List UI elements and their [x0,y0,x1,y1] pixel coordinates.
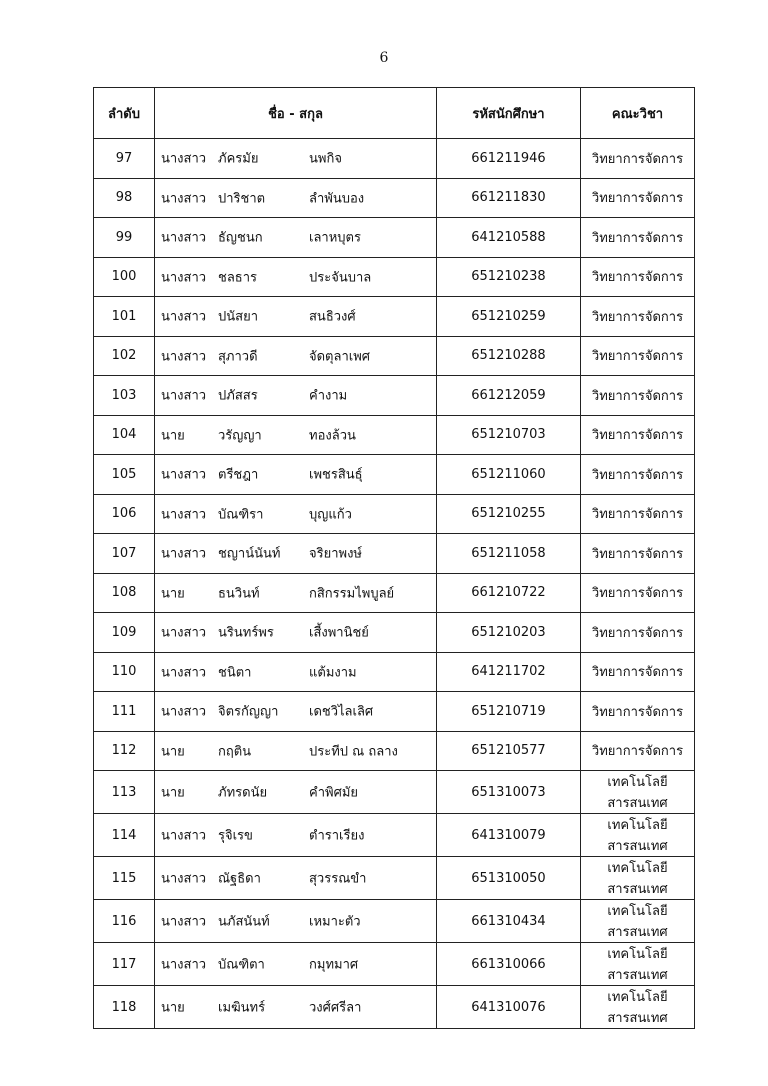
row-seq: 103 [94,376,155,416]
table-row [94,336,695,376]
row-faculty: วิทยาการจัดการ [581,415,695,455]
row-faculty: วิทยาการจัดการ [581,376,695,416]
first-name: บัณฑิตา [218,957,265,973]
first-name: ชลธาร [218,270,258,286]
last-name: เสี้งพานิชย์ [309,625,369,641]
name-prefix: นาย [161,1000,185,1016]
first-name: รุจิเรข [218,828,253,844]
first-name: นรินทร์พร [218,625,274,641]
last-name: กมุทมาศ [309,957,359,973]
row-name-cell [155,731,437,771]
row-faculty: วิทยาการจัดการ [581,573,695,613]
name-prefix: นางสาว [161,957,207,973]
header-student-id: รหัสนักศึกษา [437,88,581,139]
row-seq: 97 [94,139,155,179]
row-seq: 101 [94,297,155,337]
row-seq: 106 [94,494,155,534]
row-student-id: 661212059 [437,376,581,416]
row-student-id: 651210203 [437,613,581,653]
row-faculty: วิทยาการจัดการ [581,494,695,534]
last-name: เลาหบุตร [309,230,361,246]
header-faculty: คณะวิชา [581,88,695,139]
row-student-id: 651210719 [437,692,581,732]
row-faculty: วิทยาการจัดการ [581,731,695,771]
row-seq: 105 [94,455,155,495]
row-faculty: วิทยาการจัดการ [581,336,695,376]
table-row [94,297,695,337]
row-seq: 111 [94,692,155,732]
row-faculty: วิทยาการจัดการ [581,178,695,218]
row-student-id: 641310076 [437,986,581,1029]
row-faculty: วิทยาการจัดการ [581,652,695,692]
row-seq: 108 [94,573,155,613]
row-faculty: วิทยาการจัดการ [581,455,695,495]
first-name: ภัทรดนัย [218,785,268,801]
row-name-cell [155,415,437,455]
row-name-cell [155,494,437,534]
row-student-id: 661310434 [437,900,581,943]
row-faculty: เทคโนโลยีสารสนเทศ [581,943,695,986]
row-name-cell [155,692,437,732]
name-prefix: นางสาว [161,230,207,246]
row-name-cell [155,814,437,857]
name-prefix: นางสาว [161,467,207,483]
row-student-id: 651210703 [437,415,581,455]
last-name: กสิกรรมไพบูลย์ [309,586,395,602]
first-name: ชนิตา [218,665,252,681]
last-name: คำพิศมัย [309,785,359,801]
first-name: ปภัสสร [218,388,258,404]
last-name: จริยาพงษ์ [309,546,363,562]
row-seq: 115 [94,857,155,900]
row-student-id: 651210288 [437,336,581,376]
table-row [94,455,695,495]
row-student-id: 651211058 [437,534,581,574]
row-faculty: วิทยาการจัดการ [581,613,695,653]
row-seq: 98 [94,178,155,218]
row-seq: 114 [94,814,155,857]
row-student-id: 651210238 [437,257,581,297]
row-student-id: 651210577 [437,731,581,771]
row-student-id: 641210588 [437,218,581,258]
row-faculty: เทคโนโลยีสารสนเทศ [581,814,695,857]
table-row [94,857,695,900]
name-prefix: นางสาว [161,270,207,286]
first-name: ชญาน์นันท์ [218,546,281,562]
table-row [94,218,695,258]
row-name-cell [155,652,437,692]
row-name-cell [155,376,437,416]
row-name-cell [155,943,437,986]
row-name-cell [155,900,437,943]
header-seq: ลำดับ [94,88,155,139]
first-name: ธัญชนก [218,230,263,246]
last-name: สุวรรณขำ [309,871,367,887]
table-row [94,731,695,771]
row-student-id: 651310050 [437,857,581,900]
last-name: ทองล้วน [309,428,356,444]
first-name: นภัสนันท์ [218,914,270,930]
table-row [94,771,695,814]
table-row [94,900,695,943]
row-faculty: เทคโนโลยีสารสนเทศ [581,857,695,900]
name-prefix: นางสาว [161,388,207,404]
row-student-id: 661211946 [437,139,581,179]
row-student-id: 661211830 [437,178,581,218]
row-student-id: 651210259 [437,297,581,337]
row-seq: 117 [94,943,155,986]
table-row [94,415,695,455]
row-name-cell [155,857,437,900]
name-prefix: นาย [161,586,185,602]
first-name: ปนัสยา [218,309,258,325]
row-name-cell [155,986,437,1029]
row-seq: 104 [94,415,155,455]
first-name: ธนวินท์ [218,586,260,602]
name-prefix: นางสาว [161,151,207,167]
name-prefix: นางสาว [161,191,207,207]
table-row [94,534,695,574]
row-seq: 110 [94,652,155,692]
name-prefix: นางสาว [161,349,207,365]
first-name: กฤติน [218,744,252,760]
last-name: เพชรสินธุ์ [309,467,363,483]
row-student-id: 661210722 [437,573,581,613]
row-name-cell [155,573,437,613]
row-name-cell [155,178,437,218]
last-name: คำงาม [309,388,348,404]
table-row [94,139,695,179]
name-prefix: นางสาว [161,309,207,325]
table-row [94,573,695,613]
row-name-cell [155,218,437,258]
last-name: ประจันบาล [309,270,372,286]
first-name: สุภาวดี [218,349,258,365]
row-name-cell [155,613,437,653]
table-row [94,943,695,986]
name-prefix: นางสาว [161,665,207,681]
row-faculty: วิทยาการจัดการ [581,218,695,258]
last-name: เหมาะตัว [309,914,361,930]
row-faculty: วิทยาการจัดการ [581,257,695,297]
first-name: บัณฑิรา [218,507,264,523]
row-seq: 102 [94,336,155,376]
table-row [94,178,695,218]
table-row [94,257,695,297]
table-row [94,652,695,692]
table-row [94,814,695,857]
row-name-cell [155,534,437,574]
row-seq: 100 [94,257,155,297]
name-prefix: นางสาว [161,704,207,720]
first-name: วรัญญา [218,428,262,444]
row-seq: 113 [94,771,155,814]
row-faculty: วิทยาการจัดการ [581,139,695,179]
first-name: เมฆินทร์ [218,1000,266,1016]
last-name: วงศ์ศรีลา [309,1000,362,1016]
last-name: เดชวิไลเลิศ [309,704,374,720]
first-name: ภัครมัย [218,151,259,167]
last-name: แต้มงาม [309,665,357,681]
name-prefix: นางสาว [161,625,207,641]
name-prefix: นาย [161,744,185,760]
row-seq: 118 [94,986,155,1029]
row-seq: 107 [94,534,155,574]
first-name: ปาริชาต [218,191,266,207]
row-faculty: เทคโนโลยีสารสนเทศ [581,771,695,814]
row-seq: 99 [94,218,155,258]
last-name: จัดตุลาเพศ [309,349,371,365]
last-name: สนธิวงศ์ [309,309,356,325]
name-prefix: นางสาว [161,507,207,523]
name-prefix: นางสาว [161,546,207,562]
row-faculty: เทคโนโลยีสารสนเทศ [581,900,695,943]
student-roster-table [93,87,695,1029]
table-body [94,139,695,1029]
table-row [94,613,695,653]
row-name-cell [155,771,437,814]
row-faculty: เทคโนโลยีสารสนเทศ [581,986,695,1029]
row-student-id: 651310073 [437,771,581,814]
row-name-cell [155,336,437,376]
table-row [94,494,695,534]
name-prefix: นาย [161,785,185,801]
row-faculty: วิทยาการจัดการ [581,297,695,337]
row-faculty: วิทยาการจัดการ [581,692,695,732]
table-header-row [94,88,695,139]
row-seq: 109 [94,613,155,653]
last-name: นพกิจ [309,151,342,167]
header-name: ชื่อ - สกุล [155,88,437,139]
row-student-id: 641211702 [437,652,581,692]
row-seq: 112 [94,731,155,771]
first-name: จิตรกัญญา [218,704,279,720]
first-name: ณัฐธิดา [218,871,261,887]
row-name-cell [155,139,437,179]
row-faculty: วิทยาการจัดการ [581,534,695,574]
row-student-id: 661310066 [437,943,581,986]
table-row [94,986,695,1029]
page-number: 6 [379,50,389,66]
row-seq: 116 [94,900,155,943]
row-student-id: 651211060 [437,455,581,495]
name-prefix: นางสาว [161,871,207,887]
table-row [94,376,695,416]
last-name: ตำราเรียง [309,828,365,844]
name-prefix: นางสาว [161,914,207,930]
name-prefix: นาย [161,428,185,444]
last-name: บุญแก้ว [309,507,352,523]
table-row [94,692,695,732]
last-name: ลำพันบอง [309,191,365,207]
first-name: ตรีชฎา [218,467,259,483]
row-student-id: 651210255 [437,494,581,534]
row-name-cell [155,297,437,337]
row-student-id: 641310079 [437,814,581,857]
row-name-cell [155,455,437,495]
name-prefix: นางสาว [161,828,207,844]
row-name-cell [155,257,437,297]
last-name: ประทีป ณ ถลาง [309,744,398,760]
